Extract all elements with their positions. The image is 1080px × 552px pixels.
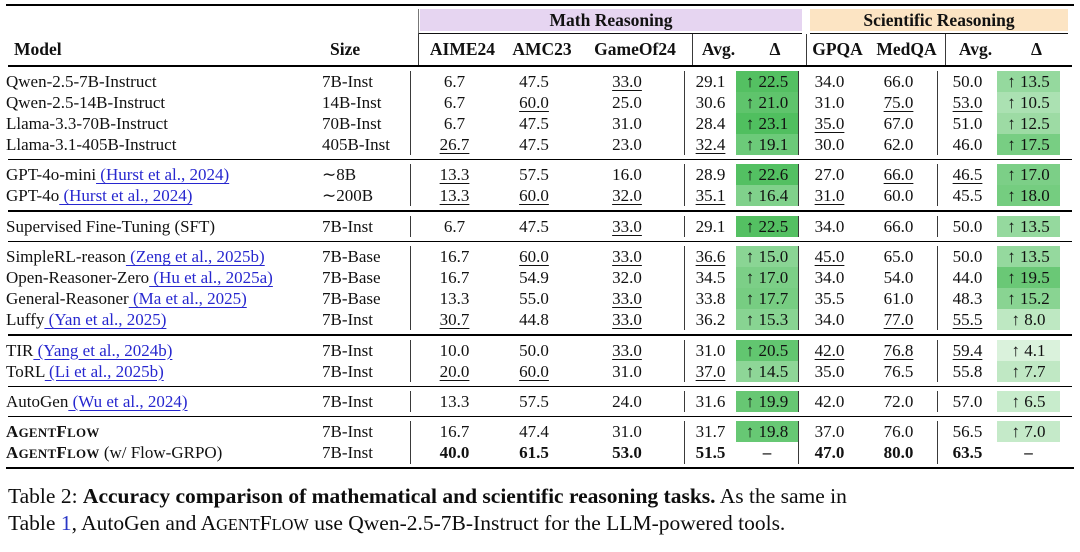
metric-value: 16.7 xyxy=(410,246,498,267)
table-row xyxy=(6,442,1074,463)
metric-value: 28.4 xyxy=(684,113,736,134)
metric-value: 30.7 xyxy=(410,309,498,330)
table-row xyxy=(6,246,1074,267)
metric-value: 26.7 xyxy=(410,134,498,155)
delta-badge: ↑ 7.7 xyxy=(997,361,1060,382)
caption-smallcaps: AGENTFLOW xyxy=(200,511,309,536)
table-row xyxy=(6,421,1074,442)
size-cell: 7B-Inst xyxy=(322,72,373,91)
metric-value: 60.0 xyxy=(519,93,549,112)
delta-badge: ↑ 17.5 xyxy=(997,134,1060,155)
metric-value: 55.8 xyxy=(937,361,997,382)
size-cell: 7B-Base xyxy=(322,268,381,288)
metric-value: 51.5 xyxy=(684,442,736,464)
model-name: Llama-3.3-70B-Instruct xyxy=(6,114,168,133)
metric-value: 47.0 xyxy=(798,442,860,464)
metric-value: 36.6 xyxy=(684,246,736,267)
metric-value: 66.0 xyxy=(883,216,914,236)
metric-value: 31.0 xyxy=(684,340,736,361)
citation-link[interactable]: (Yang et al., 2024b) xyxy=(33,340,173,360)
metric-value: 10.0 xyxy=(410,340,498,361)
metric-value: 30.0 xyxy=(798,134,860,155)
metric-value: 27.0 xyxy=(798,164,860,185)
metric-value: 61.0 xyxy=(883,289,914,309)
metric-value: 34.0 xyxy=(798,309,860,330)
metric-value: 6.7 xyxy=(410,92,498,113)
size-cell: 7B-Inst xyxy=(322,310,373,330)
table-row xyxy=(6,391,1074,412)
metric-value: 77.0 xyxy=(883,310,914,330)
delta-badge: ↑ 18.0 xyxy=(997,185,1060,206)
metric-value: 34.0 xyxy=(798,216,860,237)
metric-value: 16.0 xyxy=(612,165,642,185)
size-cell: ∼8B xyxy=(322,165,357,185)
col-header-size: Size xyxy=(330,39,361,59)
metric-value: 47.5 xyxy=(519,216,549,236)
table-row xyxy=(6,113,1074,134)
col-header-sci-delta: Δ xyxy=(1031,39,1042,59)
delta-badge: ↑ 16.4 xyxy=(736,185,798,206)
metric-value: 42.0 xyxy=(798,391,860,412)
delta-badge: ↑ 6.5 xyxy=(997,391,1060,412)
metric-value: 45.0 xyxy=(798,246,860,267)
model-name: GPT-4o-mini (Hurst et al., 2024) xyxy=(6,165,230,185)
metric-value: 76.0 xyxy=(883,422,914,442)
delta-badge: ↑ 13.5 xyxy=(997,216,1060,237)
metric-value: 16.7 xyxy=(410,267,498,288)
col-header-gpqa: GPQA xyxy=(806,34,868,65)
row-block xyxy=(6,242,1074,334)
metric-value: 66.0 xyxy=(883,72,914,91)
delta-badge: ↑ 23.1 xyxy=(736,113,798,134)
table-row xyxy=(6,288,1074,309)
metric-value: 72.0 xyxy=(883,391,914,411)
metric-value: 32.4 xyxy=(684,134,736,155)
table-row xyxy=(6,267,1074,288)
row-block xyxy=(6,212,1074,241)
delta-badge: ↑ 19.1 xyxy=(736,134,798,155)
metric-value: 35.1 xyxy=(684,185,736,206)
metric-value: 20.0 xyxy=(410,361,498,382)
metric-value: 46.5 xyxy=(937,164,997,185)
scientific-reasoning-group-header xyxy=(810,9,1068,34)
metric-value: 60.0 xyxy=(883,186,914,206)
delta-badge: ↑ 15.2 xyxy=(997,288,1060,309)
metric-value: 31.0 xyxy=(612,361,642,381)
model-name: Qwen-2.5-7B-Instruct xyxy=(6,72,157,91)
metric-value: 33.0 xyxy=(612,310,642,330)
metric-value: 33.0 xyxy=(612,340,642,360)
metric-value: 54.9 xyxy=(519,268,549,288)
table-row xyxy=(6,340,1074,361)
metric-value: 50.0 xyxy=(937,246,997,267)
model-name: GPT-4o (Hurst et al., 2024) xyxy=(6,186,193,206)
metric-value: 16.7 xyxy=(410,421,498,443)
table-caption: Table 2: Accuracy comparison of mathematical and scientific reasoning tasks. As the same in Table 1, AutoGen and AGENTFLOW use Qwen-2.5-7B-Instruct for the LLM-powered tools. xyxy=(8,484,847,536)
model-name: SimpleRL-reason (Zeng et al., 2025b) xyxy=(6,247,265,267)
metric-value: 44.8 xyxy=(519,310,549,330)
model-name: AutoGen (Wu et al., 2024) xyxy=(6,391,188,411)
delta-badge: ↑ 4.1 xyxy=(997,340,1060,361)
model-name: AGENTFLOW xyxy=(6,422,100,442)
size-cell: 14B-Inst xyxy=(322,93,382,112)
metric-value: 45.5 xyxy=(937,185,997,206)
size-cell: 70B-Inst xyxy=(322,114,382,133)
size-cell: 7B-Inst xyxy=(322,361,373,381)
metric-value: 33.8 xyxy=(684,288,736,309)
size-cell: 7B-Inst xyxy=(322,340,373,360)
metric-value: 35.0 xyxy=(798,113,860,134)
col-header-aime24: AIME24 xyxy=(418,34,506,65)
delta-badge: ↑ 15.0 xyxy=(736,246,798,267)
col-header-model: Model xyxy=(14,39,62,59)
citation-link[interactable]: (Li et al., 2025b) xyxy=(44,361,164,381)
metric-value: 29.1 xyxy=(684,216,736,237)
delta-badge: ↑ 17.0 xyxy=(736,267,798,288)
citation-link[interactable]: (Ma et al., 2025) xyxy=(128,289,247,309)
delta-badge: ↑ 19.9 xyxy=(736,391,798,412)
size-cell: 7B-Inst xyxy=(322,216,373,236)
metric-value: 31.0 xyxy=(612,114,642,133)
delta-badge: ↑ 10.5 xyxy=(997,92,1060,113)
delta-badge: ↑ 14.5 xyxy=(736,361,798,382)
table1-link[interactable]: 1 xyxy=(60,511,72,536)
citation-link[interactable]: (Hurst et al., 2024) xyxy=(59,186,193,206)
metric-value: 30.6 xyxy=(684,92,736,113)
size-cell: 7B-Base xyxy=(322,247,381,267)
metric-value: 47.5 xyxy=(519,114,549,133)
model-name: AGENTFLOW (w/ Flow-GRPO) xyxy=(6,443,223,463)
delta-badge: ↑ 22.5 xyxy=(736,71,798,92)
citation-link[interactable]: (Yan et al., 2025) xyxy=(44,310,167,330)
metric-value: 46.0 xyxy=(937,134,997,155)
table-row xyxy=(6,92,1074,113)
size-cell: 7B-Inst xyxy=(322,443,373,463)
metric-value: 50.0 xyxy=(937,71,997,92)
metric-value: – xyxy=(1024,443,1033,463)
metric-value: 80.0 xyxy=(883,443,914,463)
metric-value: 65.0 xyxy=(883,247,914,267)
results-table xyxy=(6,4,1074,469)
delta-badge: ↑ 19.5 xyxy=(997,267,1060,288)
col-header-gameof24: GameOf24 xyxy=(594,39,676,59)
col-header-medqa: MedQA xyxy=(876,39,937,59)
metric-value: 50.0 xyxy=(937,216,997,237)
row-block xyxy=(6,387,1074,416)
metric-value: 28.9 xyxy=(684,164,736,185)
metric-value: 31.0 xyxy=(798,185,860,206)
metric-value: 33.0 xyxy=(612,289,642,309)
metric-value: 34.0 xyxy=(798,71,860,92)
metric-value: 33.0 xyxy=(612,72,642,91)
metric-value: 66.0 xyxy=(883,165,914,185)
metric-value: 31.0 xyxy=(612,422,642,442)
size-cell: 7B-Inst xyxy=(322,422,373,442)
size-cell: 7B-Inst xyxy=(322,391,373,411)
col-header-math-avg: Avg. xyxy=(692,34,744,65)
citation-link[interactable]: (Hu et al., 2025a) xyxy=(149,268,273,288)
metric-value: 32.0 xyxy=(612,268,642,288)
metric-value: 25.0 xyxy=(612,93,642,112)
metric-value: 55.5 xyxy=(937,309,997,330)
table-row xyxy=(6,164,1074,185)
table-row xyxy=(6,185,1074,206)
col-header-math-delta: Δ xyxy=(769,39,781,59)
model-name: General-Reasoner (Ma et al., 2025) xyxy=(6,289,247,309)
metric-value: 37.0 xyxy=(798,421,860,443)
metric-value: 57.0 xyxy=(937,391,997,412)
model-name: ToRL (Li et al., 2025b) xyxy=(6,361,164,381)
metric-value: 54.0 xyxy=(883,268,914,288)
metric-value: 47.4 xyxy=(519,422,549,442)
metric-value: 67.0 xyxy=(883,114,914,133)
metric-value: 75.0 xyxy=(883,93,914,112)
metric-value: 59.4 xyxy=(937,340,997,361)
metric-value: 36.2 xyxy=(684,309,736,330)
table-row xyxy=(6,216,1074,237)
model-name: TIR (Yang et al., 2024b) xyxy=(6,340,173,360)
metric-value: 24.0 xyxy=(612,391,642,411)
citation-link[interactable]: (Zeng et al., 2025b) xyxy=(125,247,265,267)
col-header-sci-avg: Avg. xyxy=(945,34,1005,65)
row-block xyxy=(6,67,1074,159)
metric-value: 13.3 xyxy=(410,164,498,185)
metric-value: 53.0 xyxy=(612,443,642,463)
metric-value: 62.0 xyxy=(883,135,914,154)
metric-value: 13.3 xyxy=(410,391,498,412)
metric-value: 48.3 xyxy=(937,288,997,309)
row-block xyxy=(6,417,1074,467)
metric-value: 37.0 xyxy=(684,361,736,382)
metric-value: 34.5 xyxy=(684,267,736,288)
row-block xyxy=(6,160,1074,210)
metric-value: 31.6 xyxy=(684,391,736,412)
metric-value: 6.7 xyxy=(410,216,498,237)
citation-link[interactable]: (Hurst et al., 2024) xyxy=(96,165,230,185)
metric-value: 13.3 xyxy=(410,185,498,206)
math-reasoning-group-header xyxy=(418,9,802,34)
table-body xyxy=(6,67,1074,467)
metric-value: 31.0 xyxy=(798,92,860,113)
metric-value: 13.3 xyxy=(410,288,498,309)
metric-value: 6.7 xyxy=(410,113,498,134)
metric-value: 33.0 xyxy=(612,216,642,236)
delta-badge: ↑ 20.5 xyxy=(736,340,798,361)
math-reasoning-label: Math Reasoning xyxy=(420,9,802,31)
size-cell: 7B-Base xyxy=(322,289,381,309)
table-row xyxy=(6,309,1074,330)
model-name: Qwen-2.5-14B-Instruct xyxy=(6,93,166,112)
delta-badge: ↑ 15.3 xyxy=(736,309,798,330)
metric-value: 32.0 xyxy=(612,186,642,206)
metric-value: 60.0 xyxy=(519,361,549,381)
delta-badge: ↑ 17.0 xyxy=(997,164,1060,185)
size-cell: 405B-Inst xyxy=(322,135,390,154)
delta-badge: ↑ 17.7 xyxy=(736,288,798,309)
delta-badge: ↑ 12.5 xyxy=(997,113,1060,134)
metric-value: 50.0 xyxy=(519,340,549,360)
col-header-amc23: AMC23 xyxy=(512,39,572,59)
metric-value: 47.5 xyxy=(519,135,549,154)
metric-value: 57.5 xyxy=(519,165,549,185)
metric-value: 60.0 xyxy=(519,247,549,267)
metric-value: 42.0 xyxy=(798,340,860,361)
delta-badge: ↑ 22.6 xyxy=(736,164,798,185)
metric-value: 53.0 xyxy=(937,92,997,113)
citation-link[interactable]: (Wu et al., 2024) xyxy=(68,391,188,411)
column-header-row xyxy=(14,34,1068,65)
metric-value: 60.0 xyxy=(519,186,549,206)
metric-value: 35.5 xyxy=(798,288,860,309)
scientific-reasoning-label: Scientific Reasoning xyxy=(810,9,1068,31)
metric-value: 31.7 xyxy=(684,421,736,443)
delta-badge: ↑ 22.5 xyxy=(736,216,798,237)
metric-value: 6.7 xyxy=(410,71,498,92)
delta-badge: ↑ 19.8 xyxy=(736,421,798,443)
metric-value: 51.0 xyxy=(937,113,997,134)
model-name: Llama-3.1-405B-Instruct xyxy=(6,135,177,154)
metric-value: – xyxy=(762,443,772,463)
metric-value: 34.0 xyxy=(798,267,860,288)
table-row xyxy=(6,134,1074,155)
group-header-row xyxy=(14,9,1068,34)
metric-value: 76.5 xyxy=(883,361,914,381)
metric-value: 61.5 xyxy=(519,443,549,463)
size-cell: ∼200B xyxy=(322,186,374,206)
metric-value: 40.0 xyxy=(410,442,498,464)
delta-badge: ↑ 21.0 xyxy=(736,92,798,113)
model-name: Luffy (Yan et al., 2025) xyxy=(6,310,167,330)
metric-value: 35.0 xyxy=(798,361,860,382)
metric-value: 55.0 xyxy=(519,289,549,309)
delta-badge: ↑ 8.0 xyxy=(997,309,1060,330)
metric-value: 44.0 xyxy=(937,267,997,288)
delta-badge: ↑ 13.5 xyxy=(997,246,1060,267)
row-block xyxy=(6,336,1074,386)
table-row xyxy=(6,71,1074,92)
metric-value: 23.0 xyxy=(612,135,642,154)
metric-value: 56.5 xyxy=(937,421,997,443)
metric-value: 76.8 xyxy=(883,340,914,360)
metric-value: 33.0 xyxy=(612,247,642,267)
table-row xyxy=(6,361,1074,382)
model-name: Open-Reasoner-Zero (Hu et al., 2025a) xyxy=(6,268,273,288)
delta-badge: ↑ 13.5 xyxy=(997,71,1060,92)
model-name: Supervised Fine-Tuning (SFT) xyxy=(6,216,216,236)
metric-value: 57.5 xyxy=(519,391,549,411)
metric-value: 29.1 xyxy=(684,71,736,92)
metric-value: 63.5 xyxy=(937,442,997,464)
table-header xyxy=(6,9,1074,65)
delta-badge: ↑ 7.0 xyxy=(997,421,1060,443)
metric-value: 47.5 xyxy=(519,72,549,91)
